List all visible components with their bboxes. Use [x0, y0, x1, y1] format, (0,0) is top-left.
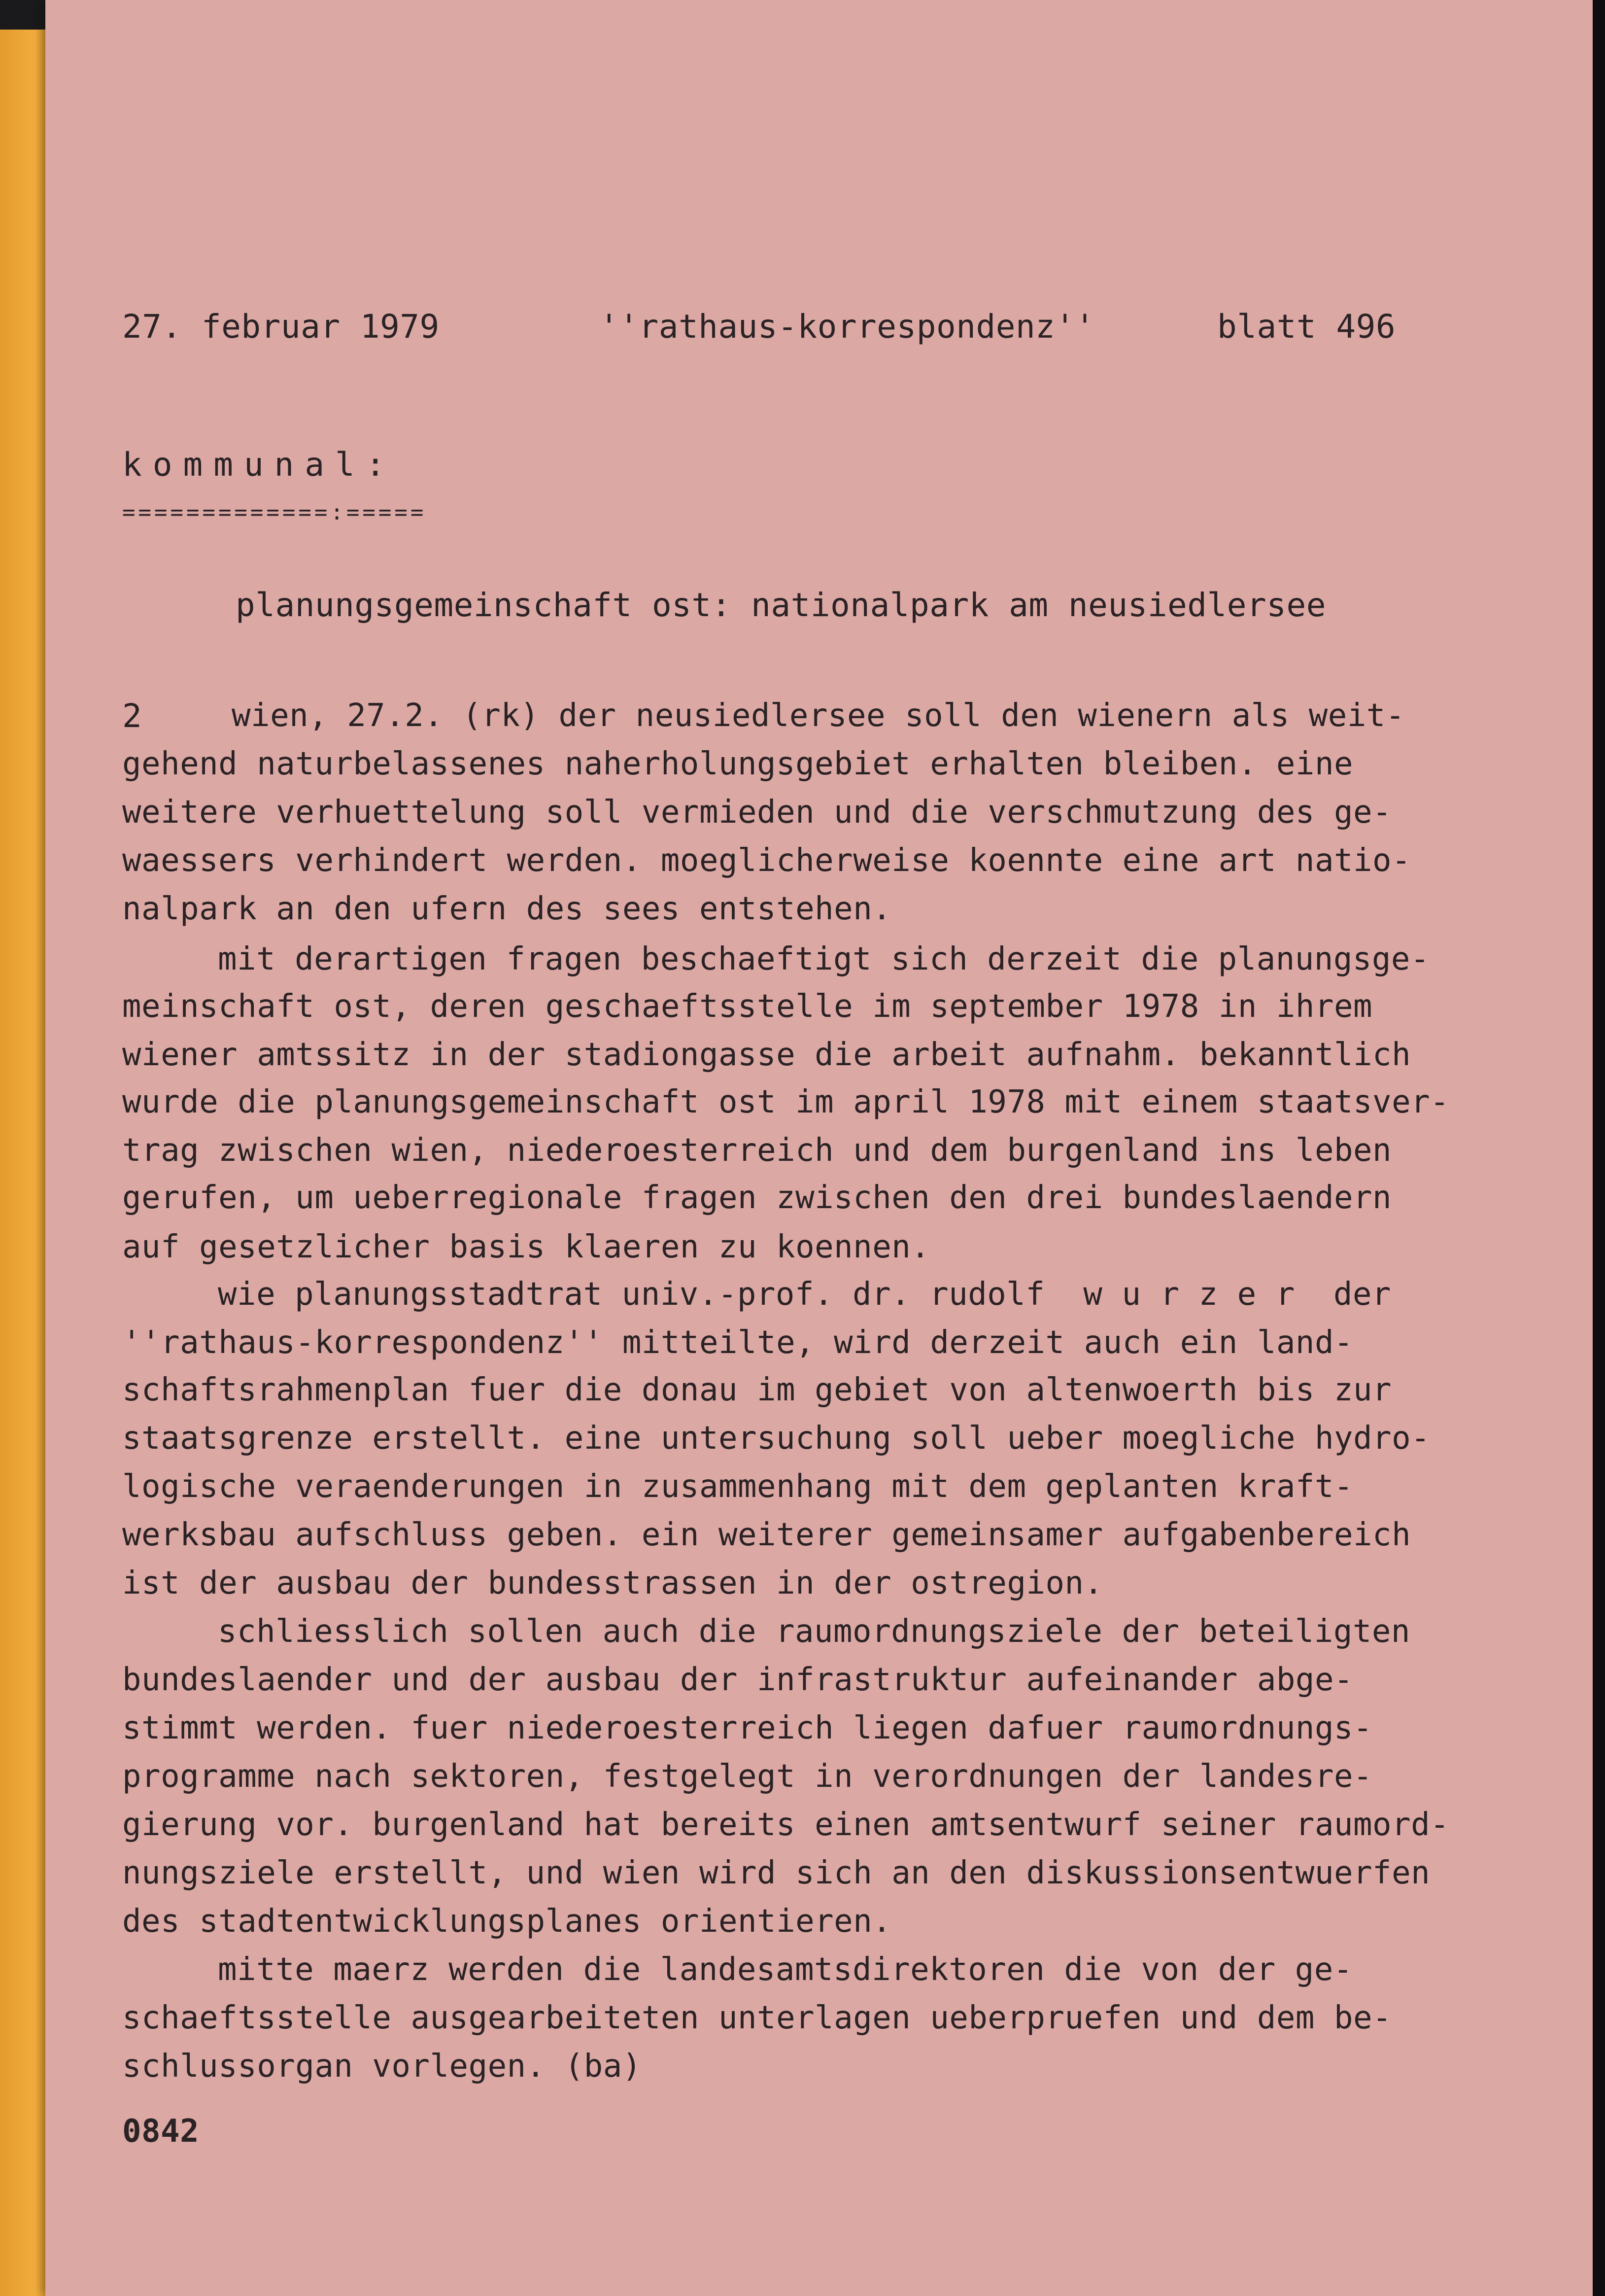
- body-line: wien, 27.2. (rk) der neusiedlersee soll den wienern als weit-: [232, 697, 1405, 734]
- body-line: gerufen, um ueberregionale fragen zwischen den drei bundeslaendern: [122, 1180, 1392, 1216]
- body-line: nungsziele erstellt, und wien wird sich an den diskussionsentwuerfen: [122, 1855, 1431, 1891]
- body-line: schaftsrahmenplan fuer die donau im gebiet von altenwoerth bis zur: [122, 1372, 1392, 1408]
- body-line: wie planungsstadtrat univ.-prof. dr. rudolf w u r z e r der: [218, 1276, 1391, 1313]
- body-line: stimmt werden. fuer niederoesterreich liegen dafuer raumordnungs-: [122, 1710, 1373, 1746]
- article-headline: planungsgemeinschaft ost: nationalpark am neusiedlersee: [236, 586, 1326, 624]
- body-line: bundeslaender und der ausbau der infrastruktur aufeinander abge-: [122, 1662, 1353, 1698]
- body-line: mitte maerz werden die landesamtsdirektoren die von der ge-: [218, 1951, 1353, 1988]
- header-sheet-number: blatt 496: [1217, 308, 1396, 346]
- section-label: kommunal:: [122, 446, 396, 484]
- body-line: wurde die planungsgemeinschaft ost im april 1978 mit einem staatsver-: [122, 1084, 1450, 1120]
- body-line: programme nach sektoren, festgelegt in verordnungen der landesre-: [122, 1758, 1373, 1795]
- item-number: 2: [122, 697, 142, 735]
- body-line: schlussorgan vorlegen. (ba): [122, 2048, 642, 2085]
- body-line: mit derartigen fragen beschaeftigt sich derzeit die planungsge-: [218, 941, 1430, 977]
- header-source: ''rathaus-korrespondenz'': [599, 308, 1095, 346]
- body-line: gierung vor. burgenland hat bereits einen amtsentwurf seiner raumord-: [122, 1807, 1450, 1843]
- body-line: waessers verhindert werden. moeglicherweise koennte eine art natio-: [122, 842, 1411, 879]
- body-line: schliesslich sollen auch die raumordnungsziele der beteiligten: [218, 1613, 1410, 1650]
- body-line: weitere verhuettelung soll vermieden und die verschmutzung des ge-: [122, 794, 1392, 831]
- body-line: gehend naturbelassenes naherholungsgebiet erhalten bleiben. eine: [122, 746, 1353, 782]
- body-line: auf gesetzlicher basis klaeren zu koennen.: [122, 1229, 930, 1265]
- body-line: ist der ausbau der bundesstrassen in der ostregion.: [122, 1565, 1103, 1601]
- body-line: werksbau aufschluss geben. ein weiterer gemeinsamer aufgabenbereich: [122, 1517, 1411, 1553]
- body-line: ''rathaus-korrespondenz'' mitteilte, wird derzeit auch ein land-: [122, 1324, 1353, 1361]
- scan-border: [1593, 0, 1605, 2296]
- body-line: meinschaft ost, deren geschaeftsstelle im september 1978 in ihrem: [122, 988, 1373, 1025]
- body-line: logische veraenderungen in zusammenhang mit dem geplanten kraft-: [122, 1468, 1353, 1505]
- body-line: nalpark an den ufern des sees entstehen.: [122, 891, 892, 927]
- body-line: staatsgrenze erstellt. eine untersuchung soll ueber moegliche hydro-: [122, 1420, 1431, 1457]
- body-line: schaeftsstelle ausgearbeiteten unterlagen ueberpruefen und dem be-: [122, 2000, 1392, 2036]
- body-line: wiener amtssitz in der stadiongasse die arbeit aufnahm. bekanntlich: [122, 1037, 1411, 1073]
- header-date: 27. februar 1979: [122, 308, 440, 346]
- section-underline: =============:=====: [122, 500, 427, 525]
- body-line: des stadtentwicklungsplanes orientieren.: [122, 1903, 892, 1940]
- footer-code: 0842: [122, 2113, 200, 2150]
- body-line: trag zwischen wien, niederoesterreich und dem burgenland ins leben: [122, 1132, 1392, 1169]
